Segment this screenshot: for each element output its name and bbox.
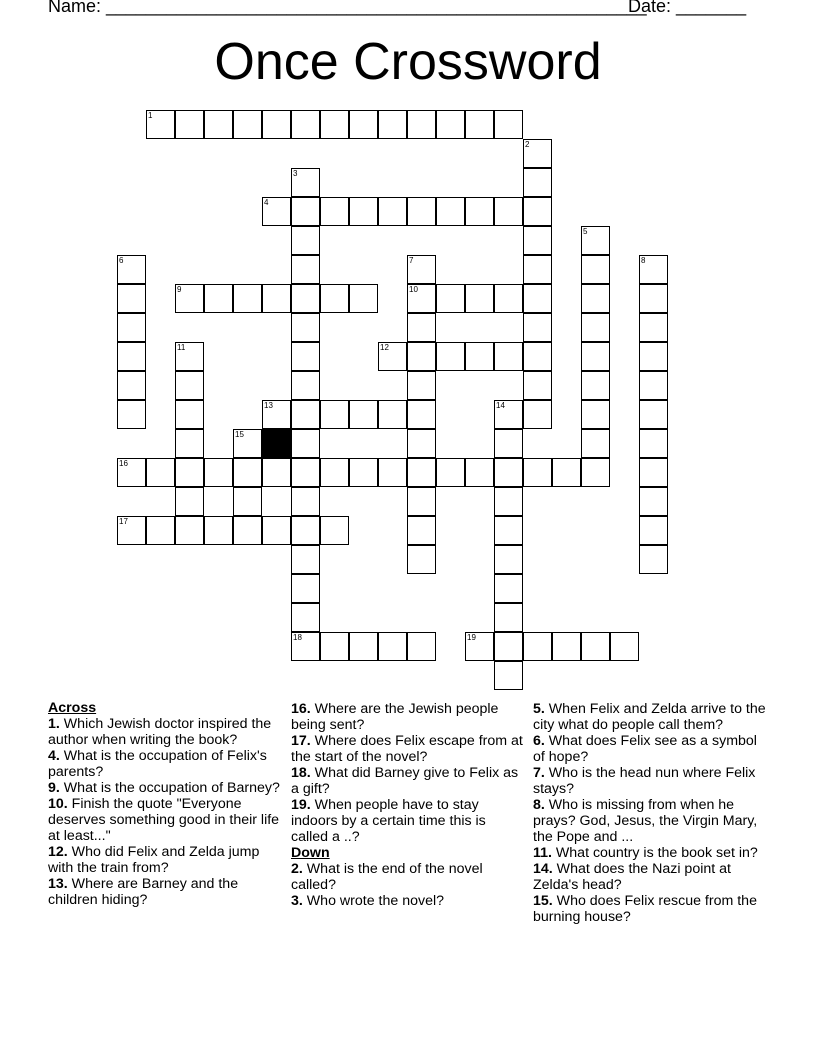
grid-cell[interactable] (175, 458, 204, 487)
grid-cell[interactable] (291, 458, 320, 487)
grid-cell[interactable] (436, 197, 465, 226)
clue-item (533, 861, 768, 893)
grid-cell[interactable] (639, 487, 668, 516)
clue-number: 7 (409, 256, 414, 265)
clue-item (291, 797, 526, 845)
grid-cell[interactable] (117, 516, 146, 545)
clue-number: 10. (48, 796, 68, 812)
grid-cell[interactable] (349, 110, 378, 139)
grid-cell[interactable] (581, 255, 610, 284)
grid-cell[interactable] (204, 110, 233, 139)
clue-item (291, 701, 526, 733)
grid-cell[interactable] (291, 255, 320, 284)
grid-cell[interactable] (349, 632, 378, 661)
grid-cell[interactable] (233, 284, 262, 313)
grid-cell[interactable] (262, 458, 291, 487)
grid-cell[interactable] (349, 284, 378, 313)
grid-cell[interactable] (233, 429, 262, 458)
grid-cell[interactable] (175, 400, 204, 429)
clue-number: 15. (533, 893, 553, 909)
grid-cell[interactable] (320, 400, 349, 429)
clue-item (533, 845, 768, 861)
grid-cell[interactable] (175, 429, 204, 458)
grid-cell[interactable] (465, 284, 494, 313)
grid-cell[interactable] (378, 342, 407, 371)
grid-cell[interactable] (407, 342, 436, 371)
clue-text: Who wrote the novel? (302, 893, 445, 909)
grid-cell[interactable] (465, 197, 494, 226)
grid-cell[interactable] (523, 458, 552, 487)
grid-cell[interactable] (349, 458, 378, 487)
grid-cell[interactable] (436, 284, 465, 313)
clue-number: 12. (48, 844, 68, 860)
name-field[interactable]: Name: ______________________________________________________ (48, 0, 647, 16)
clue-number: 8 (641, 256, 646, 265)
grid-cell[interactable] (523, 342, 552, 371)
grid-cell[interactable] (204, 516, 233, 545)
grid-cell[interactable] (581, 284, 610, 313)
grid-cell[interactable] (523, 632, 552, 661)
grid-cell[interactable] (407, 313, 436, 342)
grid-cell[interactable] (639, 371, 668, 400)
grid-cell[interactable] (320, 284, 349, 313)
clue-number: 4 (264, 198, 269, 207)
grid-cell[interactable] (175, 110, 204, 139)
grid-cell[interactable] (523, 255, 552, 284)
grid-cell[interactable] (436, 342, 465, 371)
grid-cell[interactable] (117, 284, 146, 313)
clue-item (533, 797, 768, 845)
grid-cell[interactable] (639, 516, 668, 545)
grid-cell[interactable] (639, 458, 668, 487)
clue-text: Who is the head nun where Felix stays? (533, 765, 756, 797)
clues-column-3 (533, 701, 768, 925)
grid-cell[interactable] (465, 110, 494, 139)
date-field[interactable]: Date: _______ (628, 0, 747, 16)
grid-cell[interactable] (291, 226, 320, 255)
grid-cell[interactable] (407, 284, 436, 313)
grid-cell[interactable] (175, 342, 204, 371)
grid-cell[interactable] (407, 371, 436, 400)
grid-cell[interactable] (291, 516, 320, 545)
clue-number: 3. (291, 893, 303, 909)
down-heading: Down (291, 845, 330, 861)
grid-cell[interactable] (378, 197, 407, 226)
grid-cell[interactable] (494, 429, 523, 458)
grid-cell[interactable] (639, 342, 668, 371)
grid-cell[interactable] (117, 313, 146, 342)
grid-cell[interactable] (175, 516, 204, 545)
grid-cell[interactable] (523, 284, 552, 313)
grid-cell[interactable] (465, 458, 494, 487)
clue-number: 7. (533, 765, 545, 781)
grid-cell[interactable] (175, 487, 204, 516)
across-heading: Across (48, 700, 97, 716)
grid-cell[interactable] (465, 632, 494, 661)
grid-cell[interactable] (262, 400, 291, 429)
grid-cell[interactable] (146, 110, 175, 139)
grid-cell[interactable] (291, 487, 320, 516)
grid-cell[interactable] (146, 458, 175, 487)
grid-cell[interactable] (320, 110, 349, 139)
clue-text: Which Jewish doctor inspired the author when writing the book? (48, 716, 272, 748)
clue-number: 17 (119, 517, 128, 526)
clue-number: 10 (409, 285, 418, 294)
clue-item (48, 844, 283, 876)
clue-item (533, 701, 768, 733)
clue-number: 16. (291, 701, 311, 717)
grid-cell[interactable] (204, 458, 233, 487)
clue-item (48, 748, 283, 780)
grid-cell[interactable] (523, 197, 552, 226)
grid-cell[interactable] (639, 255, 668, 284)
grid-cell[interactable] (262, 197, 291, 226)
across-clue-list (48, 716, 283, 908)
grid-cell[interactable] (494, 110, 523, 139)
clue-number: 13 (264, 401, 273, 410)
grid-cell[interactable] (407, 545, 436, 574)
grid-cell[interactable] (494, 400, 523, 429)
clue-text: When people have to stay indoors by a certain time this is called a ..? (291, 797, 486, 845)
grid-cell[interactable] (233, 487, 262, 516)
clue-number: 19 (467, 633, 476, 642)
clue-text: What does the Nazi point at Zelda's head? (533, 861, 731, 893)
grid-cell[interactable] (407, 487, 436, 516)
grid-cell[interactable] (494, 632, 523, 661)
grid-cell[interactable] (407, 632, 436, 661)
grid-cell[interactable] (494, 516, 523, 545)
grid-cell[interactable] (233, 458, 262, 487)
clue-text: What country is the book set in? (551, 845, 758, 861)
grid-cell[interactable] (291, 197, 320, 226)
clue-number: 17. (291, 733, 311, 749)
clues-column-2 (291, 701, 526, 909)
grid-cell[interactable] (436, 458, 465, 487)
clue-number: 11 (177, 343, 186, 352)
grid-cell[interactable] (291, 429, 320, 458)
grid-cell[interactable] (581, 342, 610, 371)
clue-number: 1 (148, 111, 153, 120)
clue-number: 6. (533, 733, 545, 749)
clues-column-1 (48, 700, 283, 908)
clue-number: 19. (291, 797, 311, 813)
grid-cell[interactable] (523, 371, 552, 400)
grid-cell[interactable] (494, 574, 523, 603)
grid-cell[interactable] (523, 168, 552, 197)
clue-text: What is the occupation of Felix's parents? (48, 748, 267, 780)
grid-cell[interactable] (407, 255, 436, 284)
clue-item (291, 861, 526, 893)
grid-cell[interactable] (320, 632, 349, 661)
grid-cell[interactable] (291, 371, 320, 400)
grid-cell[interactable] (407, 516, 436, 545)
grid-cell[interactable] (349, 197, 378, 226)
grid-cell[interactable] (291, 632, 320, 661)
across-clue-list-continued (291, 701, 526, 845)
grid-cell[interactable] (436, 110, 465, 139)
grid-cell[interactable] (291, 284, 320, 313)
clue-item (533, 765, 768, 797)
grid-cell[interactable] (581, 371, 610, 400)
clue-text: What does Felix see as a symbol of hope? (533, 733, 757, 765)
clue-number: 13. (48, 876, 68, 892)
grid-cell[interactable] (581, 429, 610, 458)
grid-cell[interactable] (494, 458, 523, 487)
down-clue-list (291, 861, 526, 909)
clue-text: What did Barney give to Felix as a gift? (291, 765, 519, 797)
clue-item (533, 893, 768, 925)
clue-text: Who did Felix and Zelda jump with the train from? (48, 844, 260, 876)
grid-cell[interactable] (320, 458, 349, 487)
grid-cell[interactable] (407, 400, 436, 429)
clue-text: Where are Barney and the children hiding? (48, 876, 239, 908)
clue-text: What is the end of the novel called? (291, 861, 483, 893)
grid-cell[interactable] (494, 661, 523, 690)
grid-cell[interactable] (175, 371, 204, 400)
grid-cell[interactable] (117, 458, 146, 487)
grid-cell[interactable] (291, 545, 320, 574)
grid-cell[interactable] (494, 284, 523, 313)
grid-cell[interactable] (523, 313, 552, 342)
clue-item (48, 876, 283, 908)
grid-cell[interactable] (465, 342, 494, 371)
grid-cell[interactable] (378, 632, 407, 661)
grid-cell[interactable] (117, 342, 146, 371)
down-clue-list-continued (533, 701, 768, 925)
clue-number: 1. (48, 716, 60, 732)
grid-cell[interactable] (233, 110, 262, 139)
grid-cell[interactable] (494, 545, 523, 574)
grid-cell[interactable] (581, 313, 610, 342)
clue-number: 8. (533, 797, 545, 813)
clue-text: Who is missing from when he prays? God, Jesus, the Virgin Mary, the Pope and ... (533, 797, 758, 845)
grid-cell[interactable] (117, 255, 146, 284)
clue-text: Where are the Jewish people being sent? (291, 701, 499, 733)
grid-cell[interactable] (581, 226, 610, 255)
grid-cell[interactable] (320, 516, 349, 545)
clue-item (291, 765, 526, 797)
grid-cell[interactable] (523, 139, 552, 168)
clue-item (291, 733, 526, 765)
grid-cell[interactable] (407, 429, 436, 458)
clue-number: 16 (119, 459, 128, 468)
clue-text: Who does Felix rescue from the burning house? (533, 893, 757, 925)
grid-cell[interactable] (291, 168, 320, 197)
clue-item (291, 893, 526, 909)
grid-cell[interactable] (494, 342, 523, 371)
clue-text: Where does Felix escape from at the start of the novel? (291, 733, 523, 765)
clue-number: 11. (533, 845, 552, 861)
clue-number: 9 (177, 285, 182, 294)
grid-cell[interactable] (581, 458, 610, 487)
clue-number: 9. (48, 780, 60, 796)
grid-cell[interactable] (639, 313, 668, 342)
grid-cell[interactable] (378, 400, 407, 429)
grid-cell[interactable] (320, 197, 349, 226)
clue-number: 15 (235, 430, 244, 439)
clue-number: 6 (119, 256, 124, 265)
clue-number: 18 (293, 633, 302, 642)
grid-cell[interactable] (639, 429, 668, 458)
grid-cell[interactable] (407, 458, 436, 487)
grid-cell[interactable] (262, 516, 291, 545)
grid-cell[interactable] (639, 284, 668, 313)
clue-number: 12 (380, 343, 389, 352)
grid-cell[interactable] (291, 342, 320, 371)
grid-cell[interactable] (378, 458, 407, 487)
clue-number: 3 (293, 169, 298, 178)
grid-cell[interactable] (494, 603, 523, 632)
grid-cell[interactable] (291, 400, 320, 429)
clue-text: What is the occupation of Barney? (59, 780, 280, 796)
grid-cell[interactable] (146, 516, 175, 545)
clue-number: 4. (48, 748, 60, 764)
grid-cell[interactable] (552, 458, 581, 487)
grid-cell[interactable] (378, 110, 407, 139)
grid-cell[interactable] (291, 313, 320, 342)
grid-cell[interactable] (494, 197, 523, 226)
grid-cell[interactable] (291, 603, 320, 632)
grid-cell[interactable] (581, 632, 610, 661)
clue-text: Finish the quote "Everyone deserves something good in their life at least..." (48, 796, 280, 844)
grid-cell[interactable] (494, 487, 523, 516)
grid-cell[interactable] (523, 226, 552, 255)
clue-number: 14 (496, 401, 505, 410)
grid-cell[interactable] (639, 400, 668, 429)
clue-number: 2 (525, 140, 530, 149)
grid-cell[interactable] (581, 400, 610, 429)
grid-cell[interactable] (552, 632, 581, 661)
clue-item (48, 716, 283, 748)
clue-item (48, 796, 283, 844)
grid-cell[interactable] (175, 284, 204, 313)
clue-number: 5 (583, 227, 588, 236)
grid-cell[interactable] (523, 400, 552, 429)
grid-cell[interactable] (262, 110, 291, 139)
grid-cell[interactable] (639, 545, 668, 574)
grid-cell[interactable] (407, 110, 436, 139)
clue-item (533, 733, 768, 765)
grid-cell[interactable] (204, 284, 233, 313)
grid-cell[interactable] (233, 516, 262, 545)
grid-cell[interactable] (291, 110, 320, 139)
clue-item (48, 780, 283, 796)
black-cell (262, 429, 291, 458)
grid-cell[interactable] (349, 400, 378, 429)
clue-number: 14. (533, 861, 553, 877)
grid-cell[interactable] (610, 632, 639, 661)
grid-cell[interactable] (117, 400, 146, 429)
clue-text: When Felix and Zelda arrive to the city what do people call them? (533, 701, 766, 733)
page-title: Once Crossword (214, 33, 602, 91)
clue-number: 18. (291, 765, 311, 781)
grid-cell[interactable] (291, 574, 320, 603)
grid-cell[interactable] (117, 371, 146, 400)
clue-number: 5. (533, 701, 545, 717)
clue-number: 2. (291, 861, 303, 877)
grid-cell[interactable] (262, 284, 291, 313)
grid-cell[interactable] (407, 197, 436, 226)
